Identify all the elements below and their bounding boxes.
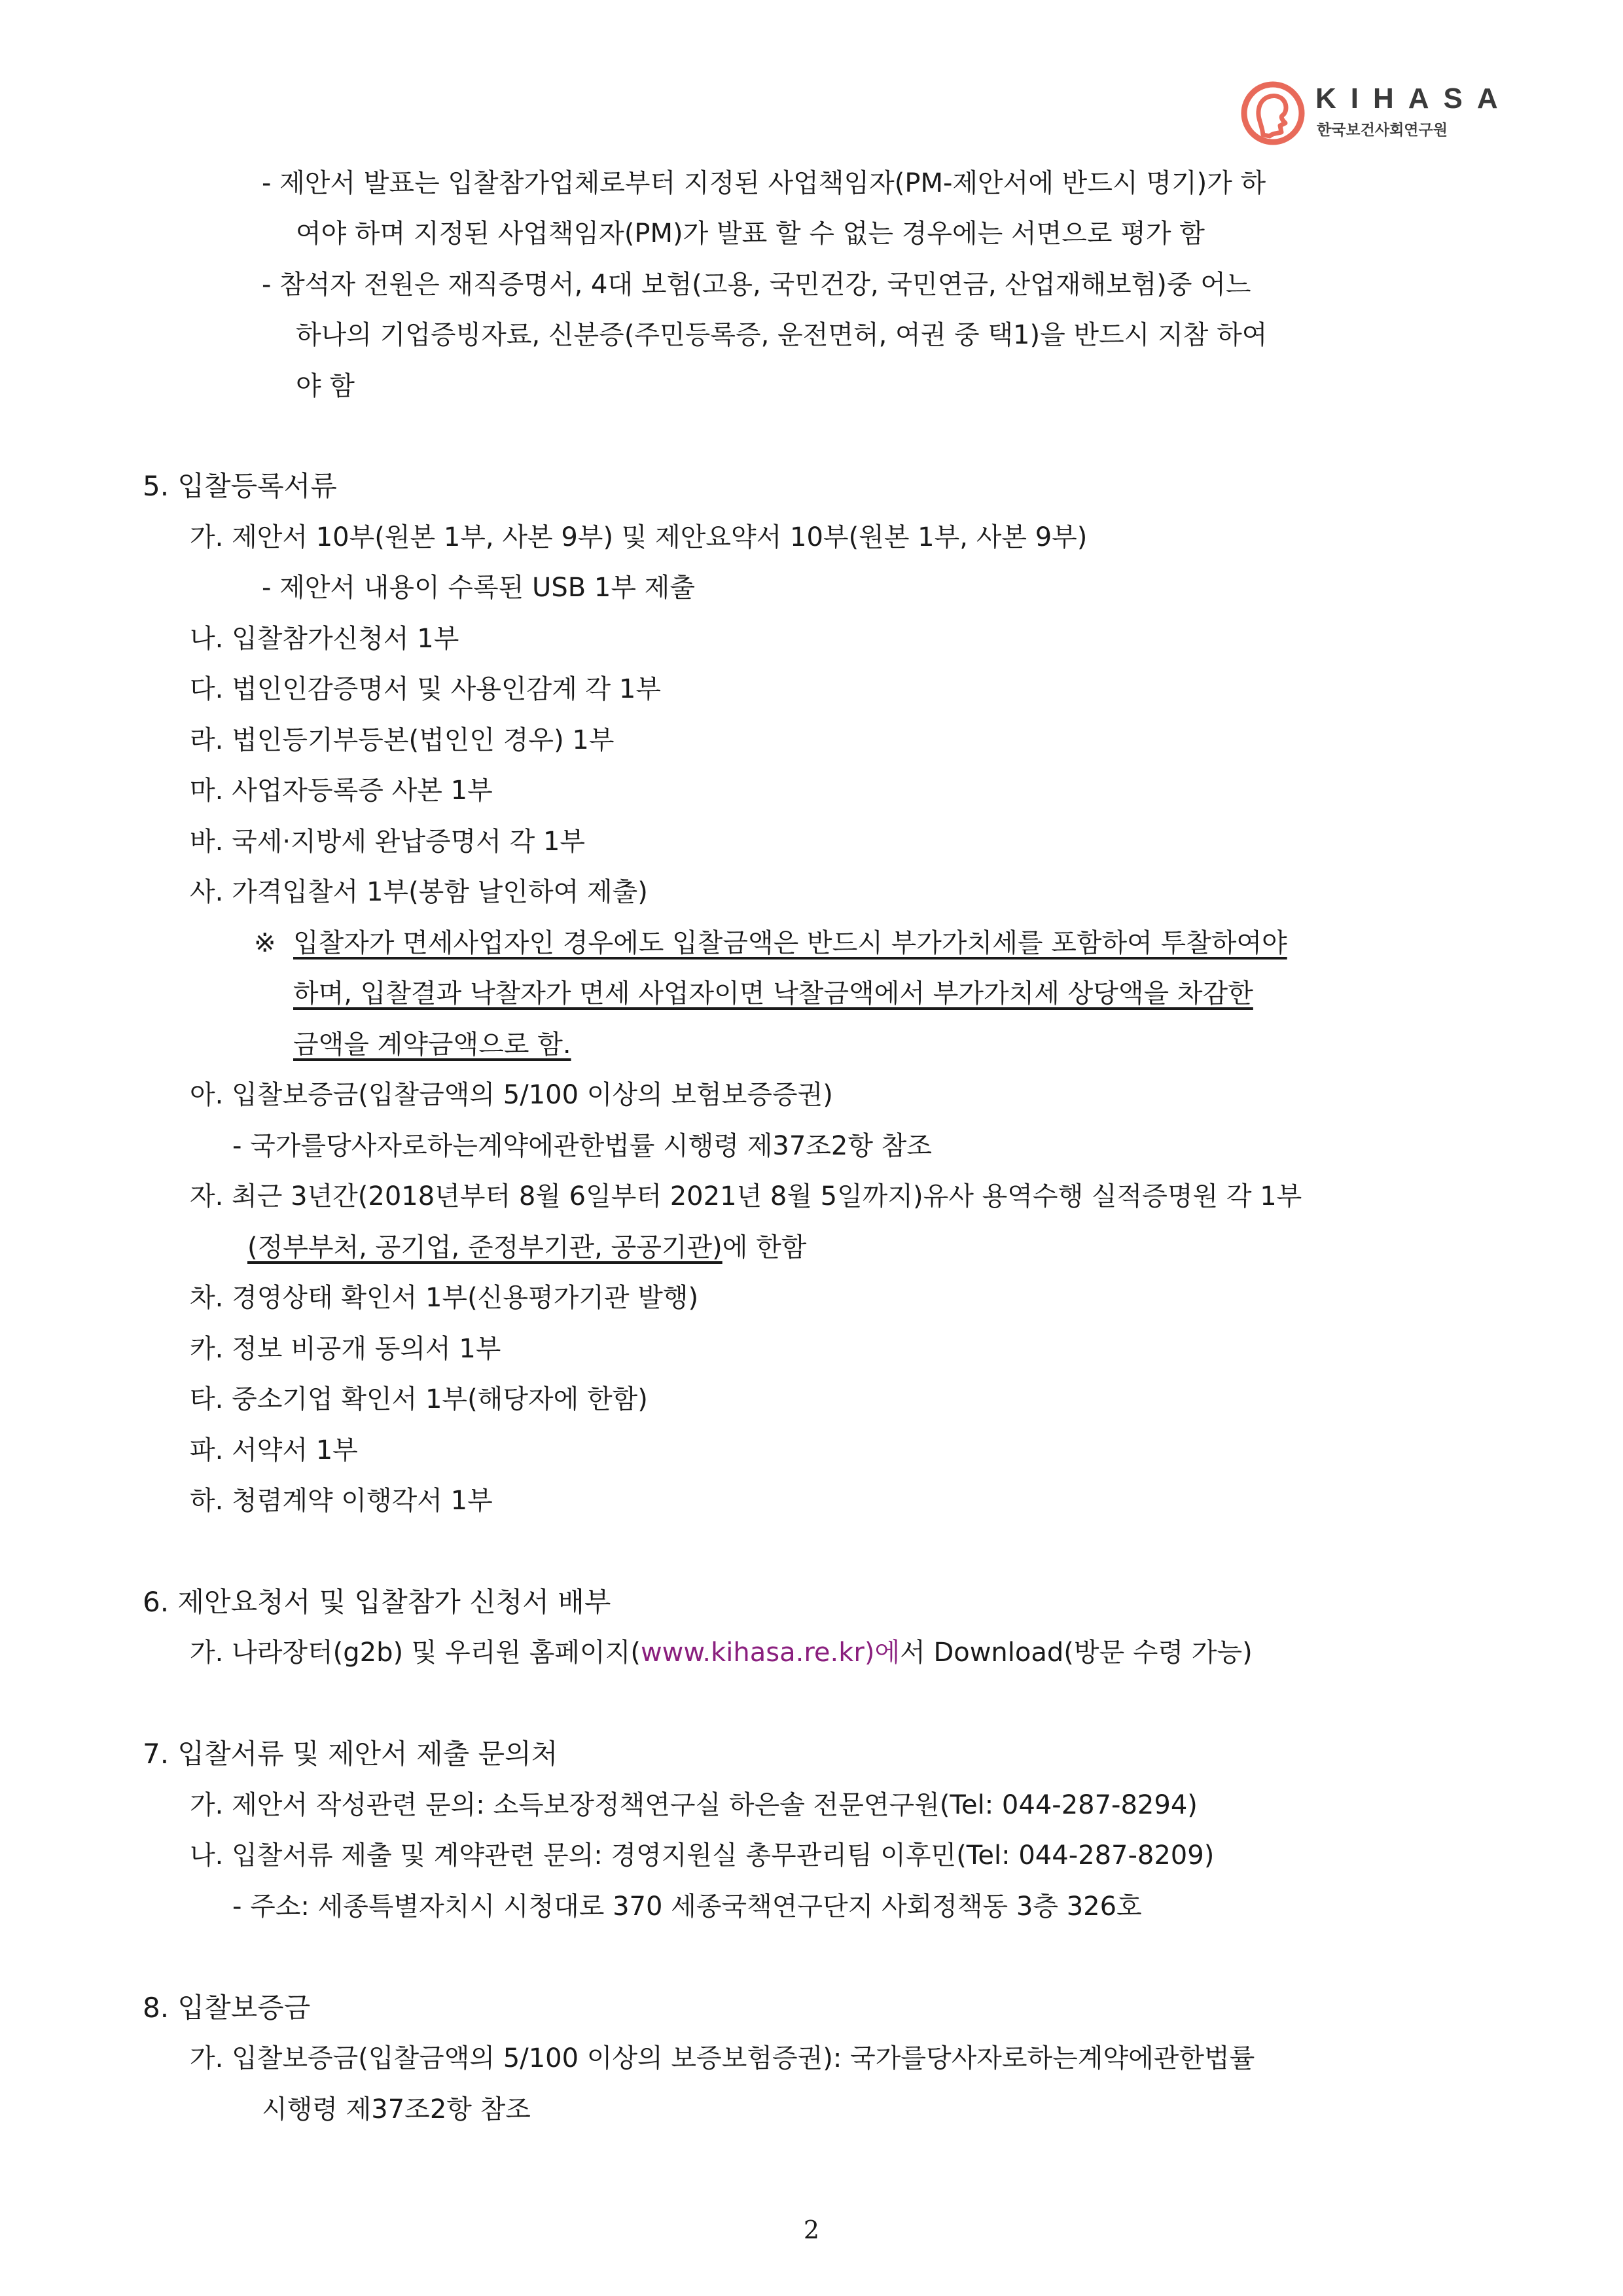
note-mark: ※ bbox=[254, 928, 276, 958]
logo-subtitle: 한국보건사회연구원 bbox=[1317, 122, 1448, 139]
section-5-item-ma: 마. 사업자등록증 사본 1부 bbox=[190, 776, 493, 806]
section-5-item-da: 다. 법인인감증명서 및 사용인감계 각 1부 bbox=[190, 674, 661, 704]
section-7-item-na: 나. 입찰서류 제출 및 계약관련 문의: 경영지원실 총무관리팀 이후민(Tel: 044-287-8209) bbox=[190, 1840, 1215, 1871]
section-5-item-a: 아. 입찰보증금(입찰금액의 5/100 이상의 보험보증증권) bbox=[190, 1080, 833, 1110]
section-6-ga-suffix: 서 Download(방문 수령 가능) bbox=[900, 1638, 1253, 1668]
kihasa-logo-mark-icon bbox=[1237, 77, 1309, 149]
intro-line-1: - 제안서 발표는 입찰참가업체로부터 지정된 사업책임자(PM-제안서에 반드시 명기)가 하 bbox=[262, 168, 1266, 198]
ja-scope-suffix: 에 한함 bbox=[722, 1232, 807, 1263]
section-5-item-a-sub: - 국가를당사자로하는계약에관한법률 시행령 제37조2항 참조 bbox=[232, 1131, 932, 1161]
intro-line-5: 야 함 bbox=[296, 371, 355, 401]
intro-line-4: 하나의 기업증빙자료, 신분증(주민등록증, 운전면허, 여권 중 택1)을 반드시 지참 하여 bbox=[296, 320, 1268, 350]
section-5-item-ga: 가. 제안서 10부(원본 1부, 사본 9부) 및 제안요약서 10부(원본 1부, 사본 9부) bbox=[190, 522, 1088, 552]
intro-line-2: 여야 하며 지정된 사업책임자(PM)가 발표 할 수 없는 경우에는 서면으로 평가 함 bbox=[296, 219, 1205, 249]
kihasa-logo bbox=[1237, 77, 1512, 149]
note-line-2: 하며, 입찰결과 낙찰자가 면세 사업자이면 낙찰금액에서 부가가치세 상당액을 차감한 bbox=[293, 978, 1253, 1009]
section-5-item-ra: 라. 법인등기부등본(법인인 경우) 1부 bbox=[190, 725, 615, 755]
kihasa-homepage-link[interactable]: www.kihasa.re.kr)에 bbox=[640, 1638, 901, 1668]
section-6-title: 6. 제안요청서 및 입찰참가 신청서 배부 bbox=[143, 1586, 611, 1618]
section-7-item-ga: 가. 제안서 작성관련 문의: 소득보장정책연구실 하은솔 전문연구원(Tel: 044-287-8294) bbox=[190, 1790, 1198, 1820]
logo-name: KIHASA bbox=[1315, 82, 1512, 115]
section-5-item-ja: 자. 최근 3년간(2018년부터 8월 6일부터 2021년 8월 5일까지)유사 용역수행 실적증명원 각 1부 bbox=[190, 1181, 1302, 1211]
section-8-item-ga-line-2: 시행령 제37조2항 참조 bbox=[262, 2094, 531, 2125]
note-line-1: 입찰자가 면세사업자인 경우에도 입찰금액은 반드시 부가가치세를 포함하여 투찰하여야 bbox=[293, 928, 1287, 958]
section-5-item-ha: 하. 청렴계약 이행각서 1부 bbox=[190, 1486, 493, 1516]
section-8-item-ga: 가. 입찰보증금(입찰금액의 5/100 이상의 보증보험증권): 국가를당사자로하는계약에관한법률 bbox=[190, 2043, 1255, 2073]
section-5-item-pa: 파. 서약서 1부 bbox=[190, 1435, 358, 1465]
section-5-item-ta: 타. 중소기업 확인서 1부(해당자에 한함) bbox=[190, 1384, 648, 1414]
ja-underlined-scope: (정부부처, 공기업, 준정부기관, 공공기관) bbox=[247, 1232, 722, 1263]
section-6-item-ga bbox=[190, 1636, 1253, 1669]
section-6-ga-prefix: 가. 나라장터(g2b) 및 우리원 홈페이지( bbox=[190, 1638, 641, 1668]
section-5-item-ka: 카. 정보 비공개 동의서 1부 bbox=[190, 1334, 501, 1364]
note-line-3: 금액을 계약금액으로 함. bbox=[293, 1030, 571, 1060]
section-5-title: 5. 입찰등록서류 bbox=[143, 470, 337, 502]
section-5-item-ba: 바. 국세·지방세 완납증명서 각 1부 bbox=[190, 827, 586, 857]
section-5-item-ja-line-2 bbox=[247, 1231, 806, 1264]
page-number: 2 bbox=[803, 2215, 820, 2244]
section-5-item-na: 나. 입찰참가신청서 1부 bbox=[190, 624, 459, 654]
section-7-title: 7. 입찰서류 및 제안서 제출 문의처 bbox=[143, 1738, 558, 1770]
section-7-address: - 주소: 세종특별자치시 시청대로 370 세종국책연구단지 사회정책동 3층 326호 bbox=[232, 1892, 1142, 1922]
intro-line-3: - 참석자 전원은 재직증명서, 4대 보험(고용, 국민건강, 국민연금, 산업재해보험)중 어느 bbox=[262, 270, 1251, 300]
section-5-item-cha: 차. 경영상태 확인서 1부(신용평가기관 발행) bbox=[190, 1283, 699, 1313]
section-5-item-sa: 사. 가격입찰서 1부(봉함 날인하여 제출) bbox=[190, 877, 648, 907]
section-5-item-ga-sub: - 제안서 내용이 수록된 USB 1부 제출 bbox=[262, 573, 695, 603]
section-8-title: 8. 입찰보증금 bbox=[143, 1992, 311, 2024]
